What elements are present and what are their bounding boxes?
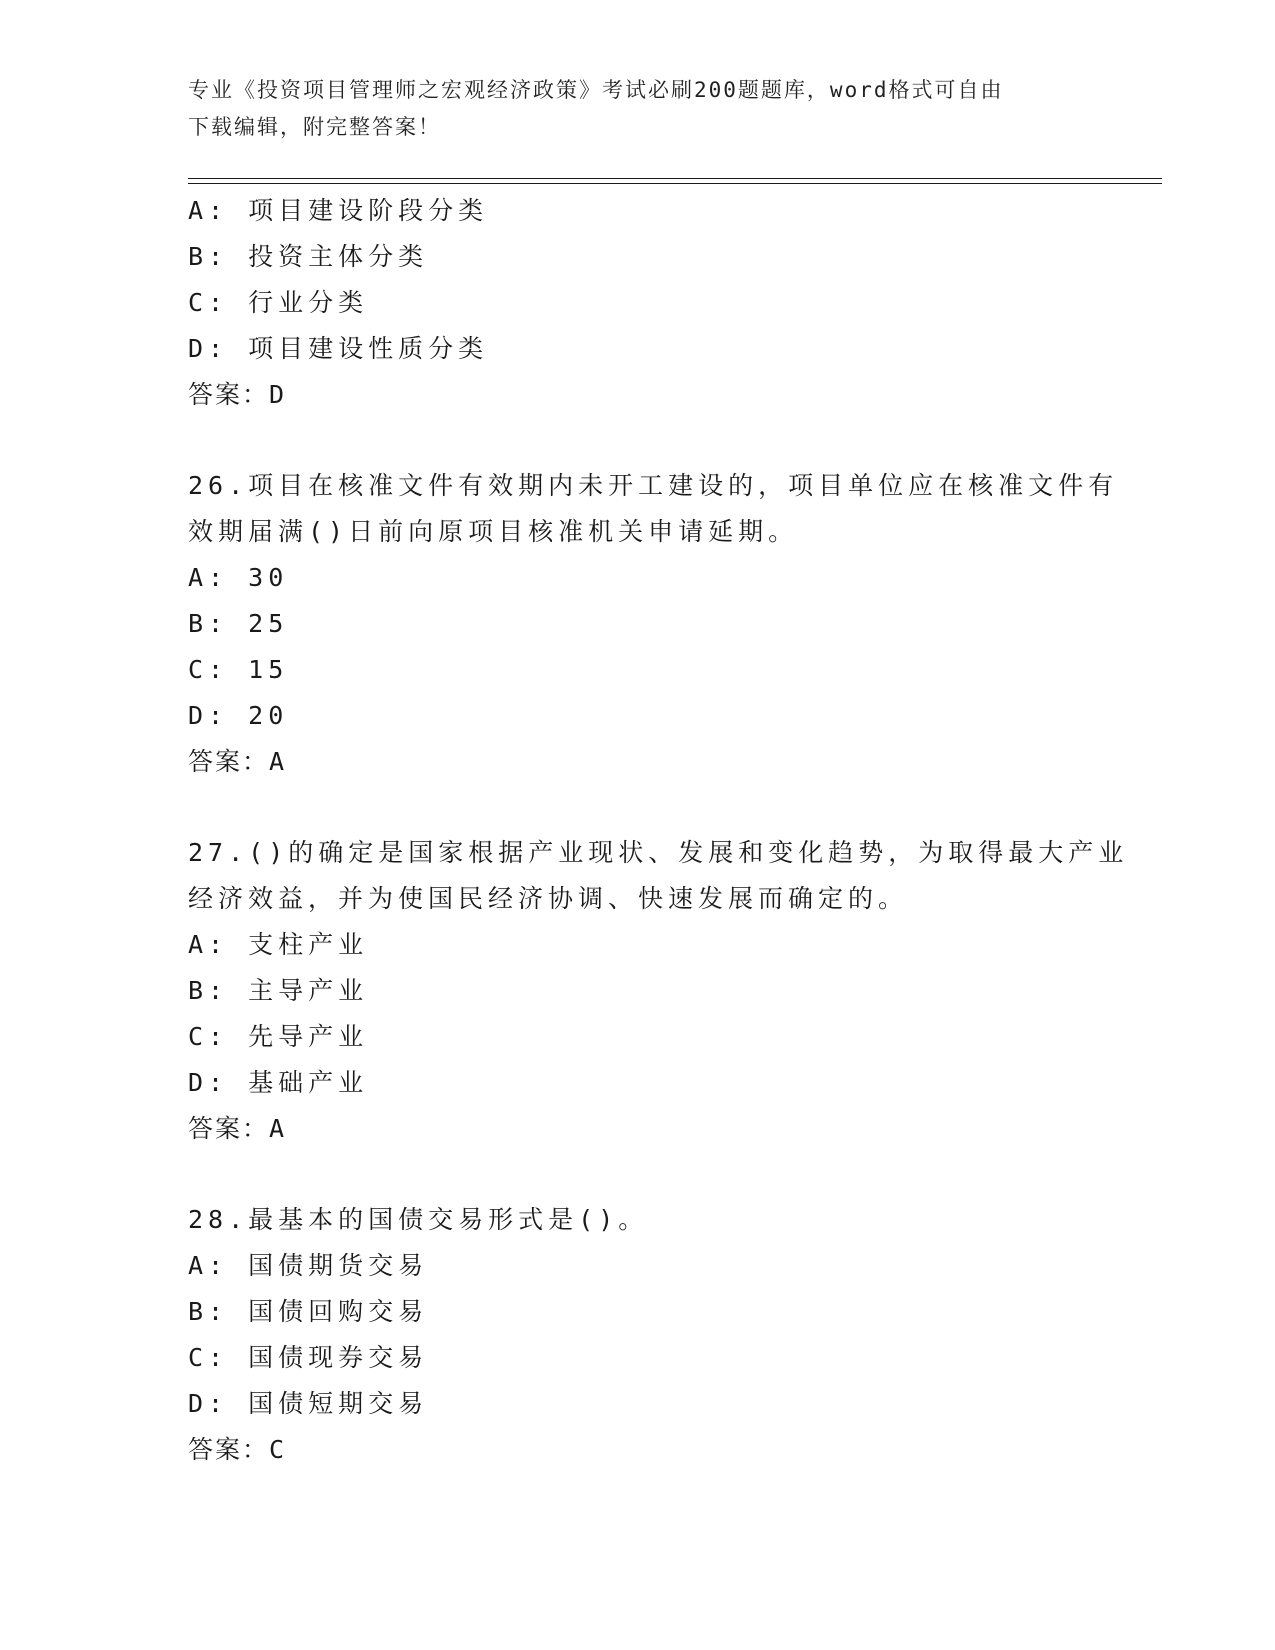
option-b: B: 投资主体分类 [188,242,429,271]
question-block-27 [188,830,1129,1152]
option-a: A: 支柱产业 [188,930,369,959]
answer-line: 答案：C [188,1435,287,1464]
question-block-26 [188,463,1119,785]
option-a: A: 项目建设阶段分类 [188,196,489,225]
answer-line: 答案：D [188,380,287,409]
question-block-25 [188,188,1108,418]
spacer [188,1152,1108,1197]
option-c: C: 15 [188,655,289,684]
option-d: D: 基础产业 [188,1068,369,1097]
question-text-line-1: 27.()的确定是国家根据产业现状、发展和变化趋势，为取得最大产业 [188,838,1129,867]
header-divider-bottom [188,183,1162,184]
answer-line: 答案：A [188,1114,287,1143]
option-a: A: 国债期货交易 [188,1251,429,1280]
document-header [188,72,1088,146]
question-text-line-2: 经济效益，并为使国民经济协调、快速发展而确定的。 [188,884,909,913]
answer-value: A [269,747,287,776]
option-c: C: 行业分类 [188,288,369,317]
option-b: B: 主导产业 [188,976,369,1005]
question-block-28 [188,1197,1108,1473]
option-b: B: 25 [188,609,289,638]
document-body [188,188,1129,1473]
question-text-line-1: 28.最基本的国债交易形式是()。 [188,1205,649,1234]
spacer [188,785,1108,830]
answer-value: C [269,1435,287,1464]
option-d: D: 项目建设性质分类 [188,334,489,363]
spacer [188,418,1108,463]
option-c: C: 先导产业 [188,1022,369,1051]
option-a: A: 30 [188,563,289,592]
option-d: D: 20 [188,701,289,730]
question-text-line-2: 效期届满()日前向原项目核准机关申请延期。 [188,517,799,546]
answer-line: 答案：A [188,747,287,776]
question-text-line-1: 26.项目在核准文件有效期内未开工建设的，项目单位应在核准文件有 [188,471,1119,500]
answer-value: D [269,380,287,409]
option-c: C: 国债现券交易 [188,1343,429,1372]
answer-value: A [269,1114,287,1143]
option-b: B: 国债回购交易 [188,1297,429,1326]
option-d: D: 国债短期交易 [188,1389,429,1418]
header-divider-top [188,178,1162,179]
header-line-2: 下载编辑，附完整答案！ [188,115,441,139]
header-line-1: 专业《投资项目管理师之宏观经济政策》考试必刷200题题库，word格式可自由 [188,78,1004,102]
